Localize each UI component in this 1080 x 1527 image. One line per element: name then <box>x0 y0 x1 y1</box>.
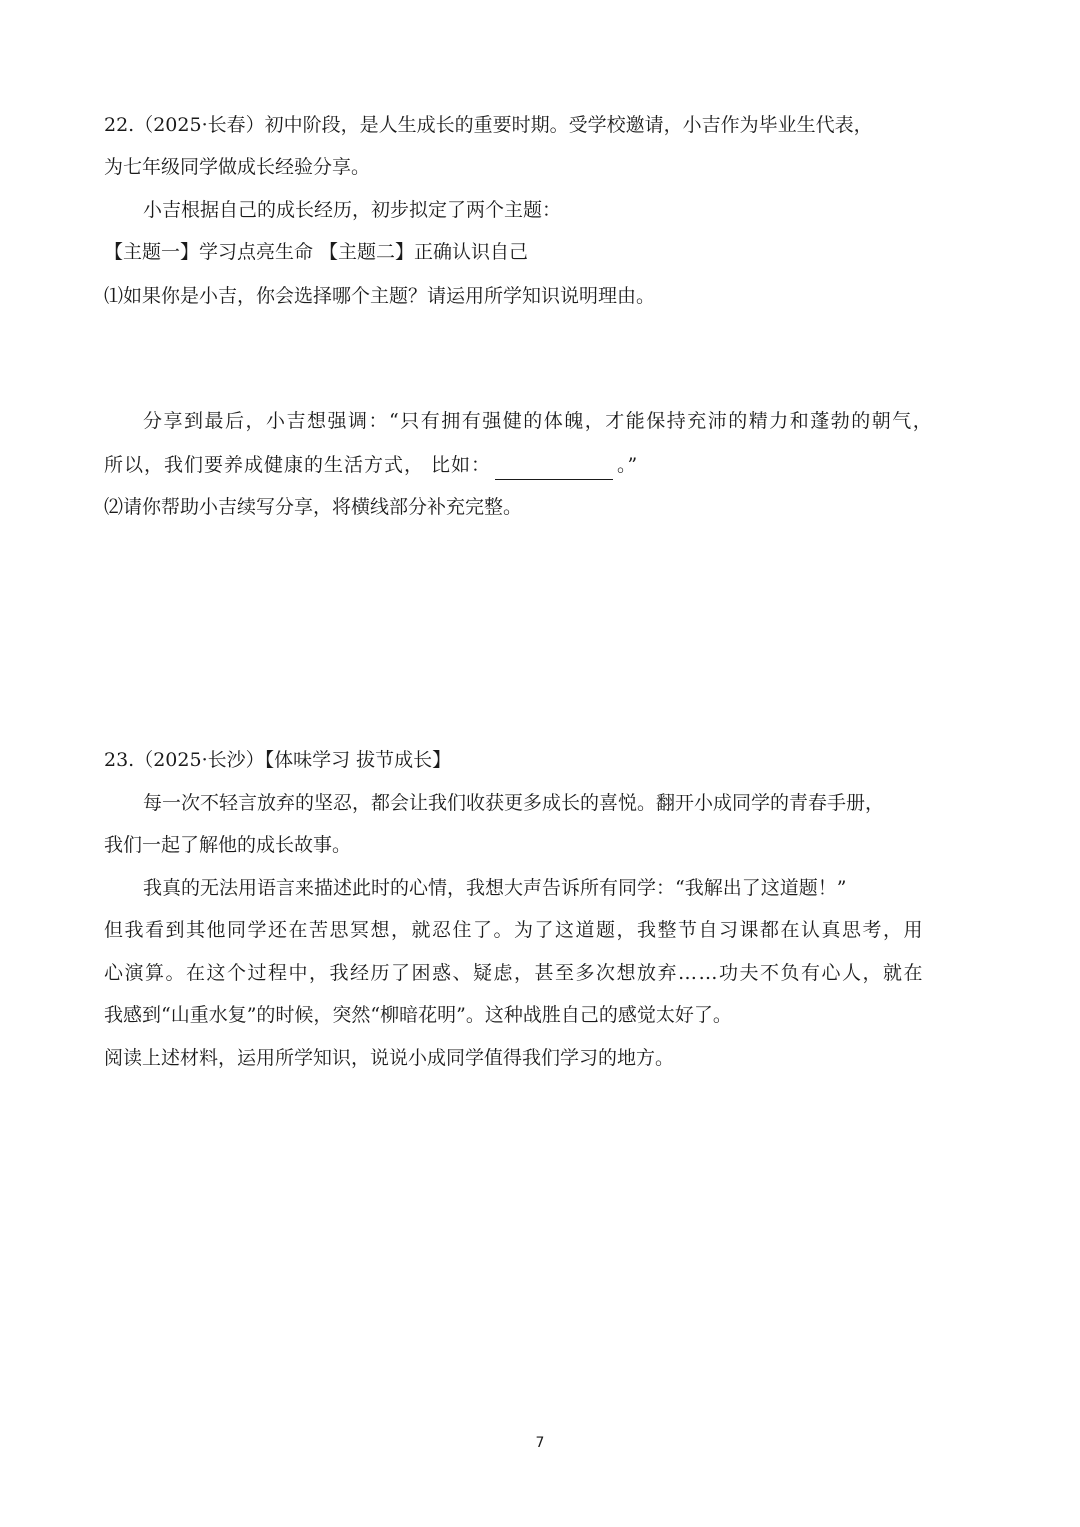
page-number: 7 <box>535 1435 545 1451</box>
q22-fill-prefix: 所以，我们要养成健康的生活方式， 比如： <box>104 454 492 476</box>
q22-subquestion-1: ⑴如果你是小吉，你会选择哪个主题？请运用所学知识说明理由。 <box>104 285 656 307</box>
q22-share-text: 分享到最后，小吉想强调：“只有拥有强健的体魄，才能保持充沛的精力和蓬勃的朝气， <box>143 410 934 432</box>
q23-material-line: 我感到“山重水复”的时候，突然“柳暗花明”。这种战胜自己的感觉太好了。 <box>104 1004 732 1026</box>
q23-heading: 23.（2025·长沙）【体味学习 拔节成长】 <box>104 749 452 771</box>
q23-question: 阅读上述材料，运用所学知识，说说小成同学值得我们学习的地方。 <box>104 1047 675 1069</box>
q23-material-line: 但我看到其他同学还在苦思冥想，就忍住了。为了这道题，我整节自习课都在认真思考，用 <box>104 919 925 941</box>
q23-material-line: 心演算。在这个过程中，我经历了困惑、疑虑，甚至多次想放弃……功夫不负有心人，就在 <box>104 962 925 984</box>
q22-themes: 【主题一】学习点亮生命 【主题二】正确认识自己 <box>104 241 529 263</box>
q22-stem-line: 为七年级同学做成长经验分享。 <box>104 156 371 178</box>
q23-material-line: 每一次不轻言放弃的坚忍，都会让我们收获更多成长的喜悦。翻开小成同学的青春手册， <box>143 792 885 814</box>
q22-subquestion-2: ⑵请你帮助小吉续写分享，将横线部分补充完整。 <box>104 496 523 518</box>
q22-share-text-fill <box>104 450 638 480</box>
q22-fill-suffix: 。” <box>617 454 639 476</box>
q22-stem-line: 22.（2025·长春）初中阶段，是人生成长的重要时期。受学校邀请，小吉作为毕业生代表， <box>104 114 873 136</box>
q23-material-line: 我们一起了解他的成长故事。 <box>104 834 352 856</box>
answer-blank[interactable] <box>495 457 613 480</box>
q22-context: 小吉根据自己的成长经历，初步拟定了两个主题： <box>143 199 562 221</box>
q23-material-line: 我真的无法用语言来描述此时的心情，我想大声告诉所有同学：“我解出了这道题！” <box>143 877 847 899</box>
